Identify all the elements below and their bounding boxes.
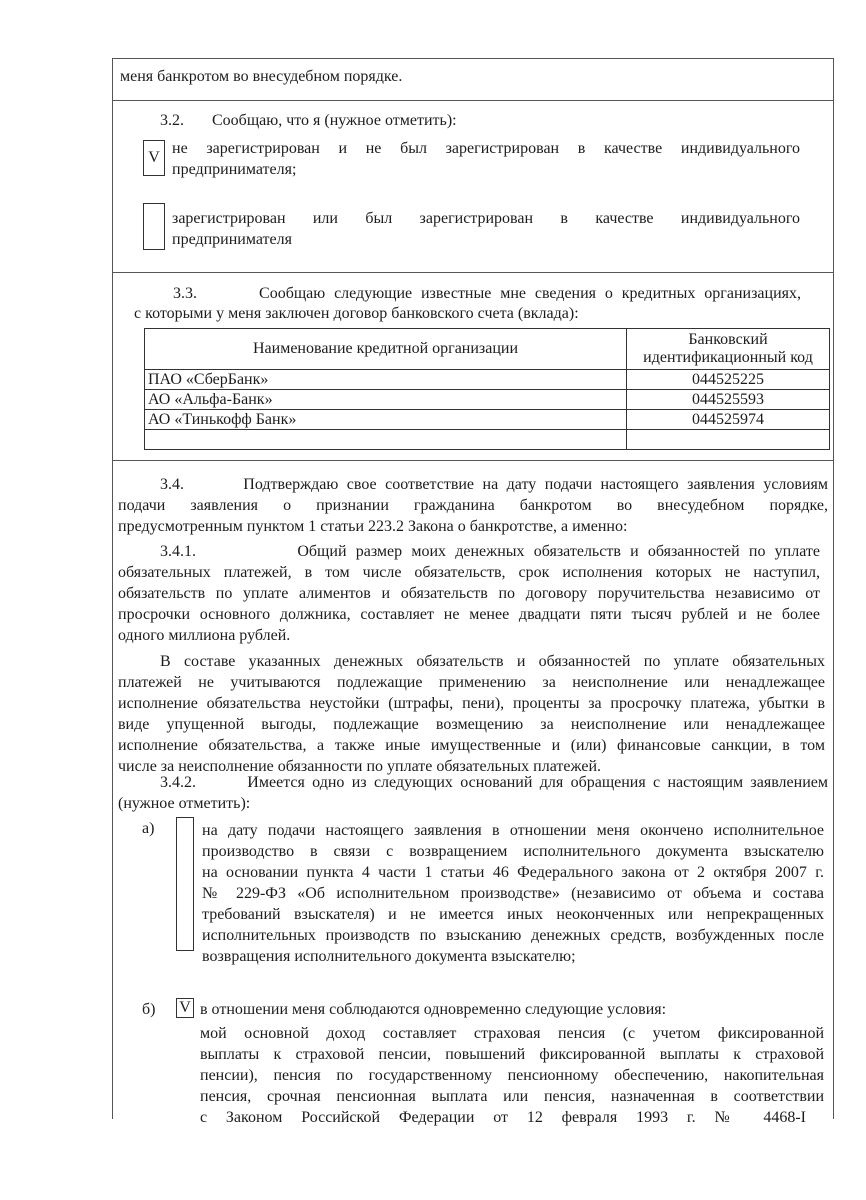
checkbox-registered[interactable] [143, 203, 165, 250]
option-b-line: пенсия, срочная пенсионная выплата или пенсия, назначенная в соответствии [200, 1088, 824, 1105]
option-b-first-line: в отношении меня соблюдаются одновременно следующие условия: [200, 1001, 667, 1018]
exclusions-line3: исполнение обязательства неустойки (штрафы, пени), проценты за просрочку платежа, убытки в [118, 695, 825, 712]
option-a-line: исполнительных производств по взысканию денежных средств, возбужденных после [202, 927, 824, 944]
option-a-line: на основании пункта 4 части 1 статьи 46 Федерального закона от 2 октября 2007 г. [202, 864, 824, 881]
exclusions-line1: В составе указанных денежных обязательств и обязанностей по уплате обязательных [160, 653, 825, 670]
column-header-bik [627, 329, 830, 370]
bik-cell [627, 430, 830, 450]
checkbox-not-registered[interactable]: V [143, 140, 165, 176]
option-a-line: производство в связи с возвращением исполнительного документа взыскателю [202, 843, 824, 860]
bik-cell: 044525225 [627, 370, 830, 390]
column-header-bik-line1: Банковский [688, 331, 768, 348]
table-row [145, 370, 830, 390]
divider [112, 460, 833, 461]
option-registered-line2: предпринимателя [172, 231, 292, 248]
option-a-label: а) [142, 820, 155, 837]
table-row [145, 410, 830, 430]
option-b-line: мой основной доход составляет страховая пенсия (с учетом фиксированной [200, 1025, 824, 1042]
exclusions-line2: платежей не учитываются подлежащие применению за неисполнение или ненадлежащее [118, 674, 825, 691]
section-3-3-line2: с которыми у меня заключен договор банковского счета (вклада): [134, 305, 579, 322]
section-3-4-1-line3: обязательств по уплате алиментов и обязательств по договору поручительства независимо от [118, 585, 820, 602]
divider [112, 272, 833, 273]
section-3-3-line1: 3.3. Сообщаю следующие известные мне сведения о кредитных организациях, [173, 285, 801, 302]
section-3-4-1-line1: 3.4.1. Общий размер моих денежных обязательств и обязанностей по уплате [160, 543, 820, 560]
option-not-registered-line2: предпринимателя; [172, 161, 297, 178]
section-3-4-1-line2: обязательных платежей, в том числе обязательств, срок исполнения которых не наступил, [118, 564, 820, 581]
exclusions-line6: числе за неисполнение обязанности по уплате обязательных платежей. [118, 758, 601, 775]
section-3-4-line1: 3.4. Подтверждаю свое соответствие на дату подачи настоящего заявления условиям [160, 476, 828, 493]
section-3-4-1-line4: просрочки основного должника, составляет не менее двадцати пяти тысяч рублей и не более [118, 606, 820, 623]
table-row [145, 430, 830, 450]
option-b-line: пенсии), пенсия по государственному пенсионному обеспечению, накопительная [200, 1067, 824, 1084]
table-header-row [145, 329, 830, 370]
bank-name-cell: ПАО «СберБанк» [145, 370, 627, 390]
option-a-line: на дату подачи настоящего заявления в отношении меня окончено исполнительное [202, 822, 824, 839]
bank-name-cell: АО «Альфа-Банк» [145, 390, 627, 410]
banks-table [144, 328, 830, 450]
option-a-line: № 229-ФЗ «Об исполнительном производстве» (независимо от объема и состава [202, 885, 824, 902]
section-3-4-line2: подачи заявления о признании гражданина банкротом во внесудебном порядке, [118, 497, 828, 514]
bik-cell: 044525593 [627, 390, 830, 410]
bank-name-cell: АО «Тинькофф Банк» [145, 410, 627, 430]
table-row [145, 390, 830, 410]
option-b-line: с Законом Российской Федерации от 12 февраля 1993 г. № 4468-I [200, 1109, 806, 1126]
top-line: меня банкротом во внесудебном порядке. [120, 68, 403, 85]
option-b-label: б) [142, 1001, 156, 1018]
option-not-registered-line1: не зарегистрирован и не был зарегистрирован в качестве индивидуального [172, 140, 800, 157]
exclusions-line4: виде упущенной выгоды, подлежащие возмещению за неисполнение или ненадлежащее [118, 716, 825, 733]
bik-cell: 044525974 [627, 410, 830, 430]
option-b-line: выплаты к страховой пенсии, повышений фиксированной выплаты к страховой [200, 1046, 824, 1063]
section-3-4-1-line5: одного миллиона рублей. [118, 627, 291, 644]
option-registered-line1: зарегистрирован или был зарегистрирован в качестве индивидуального [172, 210, 800, 227]
section-3-4-line3: предусмотренным пунктом 1 статьи 223.2 Закона о банкротстве, а именно: [118, 518, 628, 535]
column-header-bank-name: Наименование кредитной организации [145, 329, 627, 370]
section-3-4-2-line2: (нужное отметить): [118, 795, 251, 812]
section-3-2-heading: 3.2. Сообщаю, что я (нужное отметить): [160, 112, 457, 129]
divider [112, 100, 833, 101]
option-a-line: требований взыскателя) и не имеется иных неоконченных или непрекращенных [202, 906, 824, 923]
exclusions-line5: исполнение обязательства, а также иные имущественные и (или) финансовые санкции, в том [118, 737, 825, 754]
column-header-bik-line2: идентификационный код [643, 349, 813, 366]
section-3-4-2-line1: 3.4.2. Имеется одно из следующих оснований для обращения с настоящим заявлением [160, 774, 828, 791]
checkbox-option-a[interactable] [176, 817, 194, 951]
option-a-line: возвращения исполнительного документа взыскателю; [202, 948, 576, 965]
bank-name-cell [145, 430, 627, 450]
checkbox-option-b[interactable]: V [176, 998, 194, 1018]
